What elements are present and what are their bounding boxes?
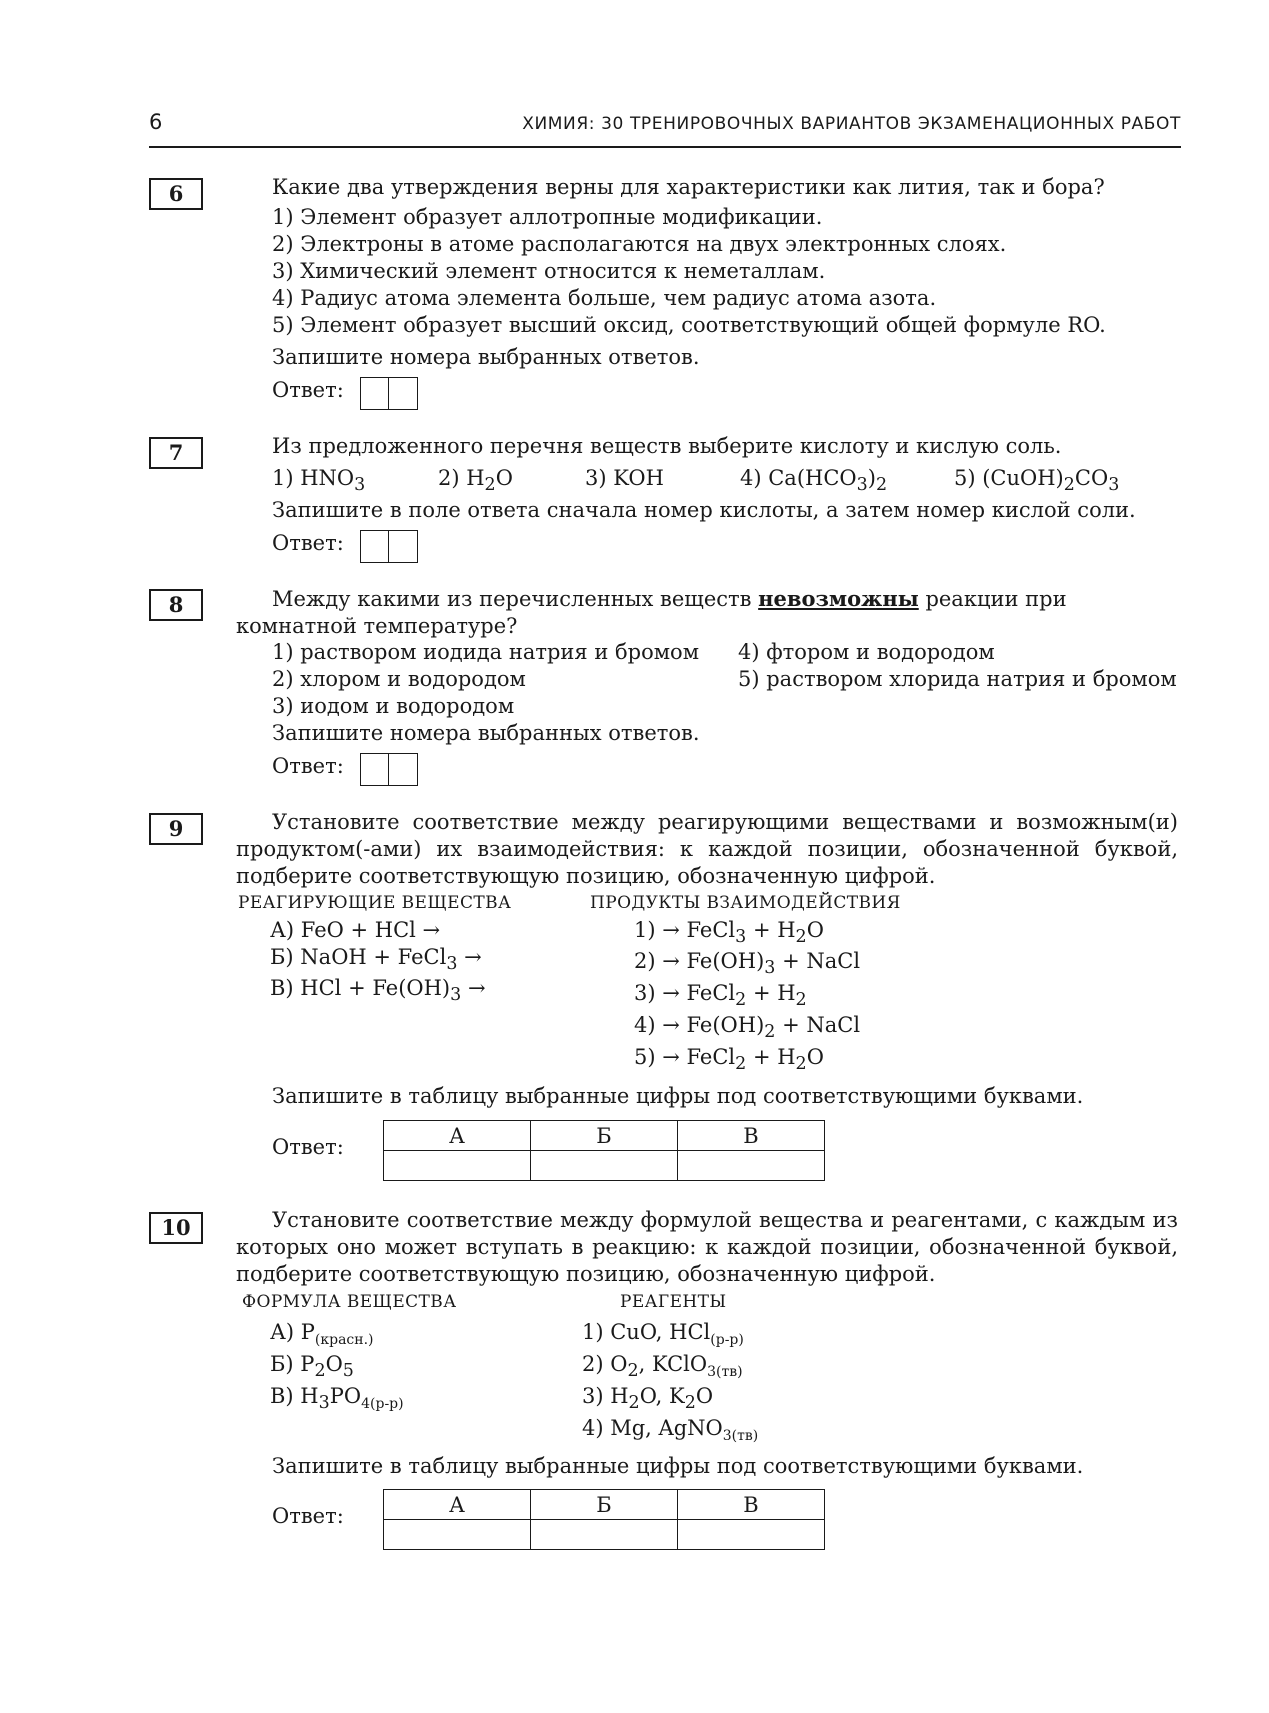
q8-option-3: 3) иодом и водородом xyxy=(272,694,515,718)
q7-question: Из предложенного перечня веществ выберите кислоту и кислую соль. xyxy=(272,434,1062,458)
q9-instruction: Запишите в таблицу выбранные цифры под соответствующими буквами. xyxy=(272,1084,1084,1108)
q6-option-4: 4) Радиус атома элемента больше, чем радиус атома азота. xyxy=(272,286,937,310)
task-number-6: 6 xyxy=(149,178,203,210)
q10-substance-c: В) $H_3PO_{4(р-р)}$ xyxy=(270,1384,404,1414)
answer-cell[interactable] xyxy=(361,531,389,562)
task-number-10: 10 xyxy=(149,1212,203,1244)
q8-answer-field[interactable] xyxy=(360,753,418,786)
q10-instruction: Запишите в таблицу выбранные цифры под соответствующими буквами. xyxy=(272,1454,1084,1478)
q7-option-1: 1) $HNO_3$ xyxy=(272,466,366,496)
answer-cell[interactable] xyxy=(389,378,417,409)
answer-cell[interactable] xyxy=(361,378,389,409)
q10-answer-cell-c[interactable] xyxy=(678,1520,825,1550)
q9-left-header: РЕАГИРУЮЩИЕ ВЕЩЕСТВА xyxy=(238,893,512,913)
q9-answer-table xyxy=(383,1120,825,1181)
q8-question-start: Между какими из перечисленных веществ xyxy=(272,587,752,611)
q10-answer-label: Ответ: xyxy=(272,1504,344,1528)
q10-question: Установите соответствие между формулой вещества и реагентами, с каждым из которых оно может вступать в реакцию: к каждой позиции, обозначенной буквой, подберите соответствующую позицию, обозначенную цифрой. xyxy=(236,1208,1178,1286)
q6-question: Какие два утверждения верны для характеристики как лития, так и бора? xyxy=(272,175,1105,199)
q10-left-header: ФОРМУЛА ВЕЩЕСТВА xyxy=(242,1292,457,1312)
q9-product-1: 1) → FeCl$_3$ + $H_2O$ xyxy=(634,918,824,948)
q6-instruction: Запишите номера выбранных ответов. xyxy=(272,345,700,369)
q6-option-2: 2) Электроны в атоме располагаются на двух электронных слоях. xyxy=(272,232,1007,256)
q8-question-end: реакции при комнатной температуре? xyxy=(236,587,1067,638)
q10-col-a: А xyxy=(384,1490,531,1520)
q7-option-5: 5) $(CuOH)_2CO_3$ xyxy=(954,466,1120,496)
q8-option-4: 4) фтором и водородом xyxy=(738,640,995,664)
header-divider xyxy=(149,146,1181,148)
q9-reactant-c: В) HCl + $Fe(OH)_3$ → xyxy=(270,976,486,1006)
q9-product-3: 3) → FeCl$_2$ + $H_2$ xyxy=(634,981,807,1011)
q9-col-b: Б xyxy=(531,1121,678,1151)
q10-right-header: РЕАГЕНТЫ xyxy=(620,1292,727,1312)
page-number: 6 xyxy=(149,110,163,134)
book-title: ХИМИЯ: 30 ТРЕНИРОВОЧНЫХ ВАРИАНТОВ ЭКЗАМЕНАЦИОННЫХ РАБОТ xyxy=(522,114,1181,134)
task-number-7: 7 xyxy=(149,437,203,469)
q9-col-c: В xyxy=(678,1121,825,1151)
q10-answer-cell-a[interactable] xyxy=(384,1520,531,1550)
task-number-9: 9 xyxy=(149,813,203,845)
q10-substance-b: Б) $P_2O_5$ xyxy=(270,1352,354,1382)
q8-answer-label: Ответ: xyxy=(272,754,344,778)
q6-answer-label: Ответ: xyxy=(272,378,344,402)
q10-answer-table xyxy=(383,1489,825,1550)
q9-right-header: ПРОДУКТЫ ВЗАИМОДЕЙСТВИЯ xyxy=(590,893,901,913)
q8-question-bold: невозможны xyxy=(758,586,919,611)
q7-answer-field[interactable] xyxy=(360,530,418,563)
q9-product-4: $4) \to Fe(OH)_2$ + NaCl xyxy=(634,1013,861,1043)
q10-substance-a: А) $P_{(красн.)}$ xyxy=(270,1320,374,1349)
task-number-8: 8 xyxy=(149,589,203,621)
q10-reagent-2: 2) $O_2$, KClO$_{3(тв)}$ xyxy=(582,1352,743,1382)
q8-instruction: Запишите номера выбранных ответов. xyxy=(272,721,700,745)
q8-question xyxy=(236,585,1178,640)
q10-reagent-1: 1) CuO, HCl$_{(р-р)}$ xyxy=(582,1320,744,1349)
q8-option-5: 5) раствором хлорида натрия и бромом xyxy=(738,667,1177,691)
q10-answer-cell-b[interactable] xyxy=(531,1520,678,1550)
q6-option-1: 1) Элемент образует аллотропные модификации. xyxy=(272,205,823,229)
q9-answer-cell-b[interactable] xyxy=(531,1151,678,1181)
q6-answer-field[interactable] xyxy=(360,377,418,410)
q7-option-3: 3) KOH xyxy=(585,466,664,490)
q7-option-4: 4) $Ca(HCO_3)_2$ xyxy=(740,466,888,496)
q8-option-2: 2) хлором и водородом xyxy=(272,667,526,691)
answer-cell[interactable] xyxy=(389,754,417,785)
q10-reagent-4: 4) Mg, AgNO$_{3(тв)}$ xyxy=(582,1416,759,1445)
answer-cell[interactable] xyxy=(361,754,389,785)
q10-reagent-3: 3) $H_2O$, $K_2O$ xyxy=(582,1384,714,1414)
q7-option-2: 2) $H_2O$ xyxy=(438,466,513,496)
q9-reactant-a: А) FeO + HCl → xyxy=(270,918,441,942)
q7-instruction: Запишите в поле ответа сначала номер кислоты, а затем номер кислой соли. xyxy=(272,498,1136,522)
answer-cell[interactable] xyxy=(389,531,417,562)
q9-answer-cell-c[interactable] xyxy=(678,1151,825,1181)
q9-product-5: 5) → FeCl$_2$ + $H_2O$ xyxy=(634,1045,824,1075)
q9-reactant-b: Б) NaOH + FeCl$_3$ → xyxy=(270,945,482,975)
q6-option-3: 3) Химический элемент относится к неметаллам. xyxy=(272,259,826,283)
q9-answer-label: Ответ: xyxy=(272,1135,344,1159)
q9-question: Установите соответствие между реагирующими веществами и возможным(и) продуктом(-ами) их взаимодействия: к каждой позиции, обозначенной буквой, подберите соответствующую позицию, обозначенную цифрой. xyxy=(236,810,1178,888)
q8-option-1: 1) раствором иодида натрия и бромом xyxy=(272,640,700,664)
q9-answer-cell-a[interactable] xyxy=(384,1151,531,1181)
q9-col-a: А xyxy=(384,1121,531,1151)
q9-product-2: $2) \to Fe(OH)_3$ + NaCl xyxy=(634,949,861,979)
q10-col-c: В xyxy=(678,1490,825,1520)
q6-option-5: 5) Элемент образует высший оксид, соответствующий общей формуле RO. xyxy=(272,313,1106,337)
q7-answer-label: Ответ: xyxy=(272,531,344,555)
q10-col-b: Б xyxy=(531,1490,678,1520)
